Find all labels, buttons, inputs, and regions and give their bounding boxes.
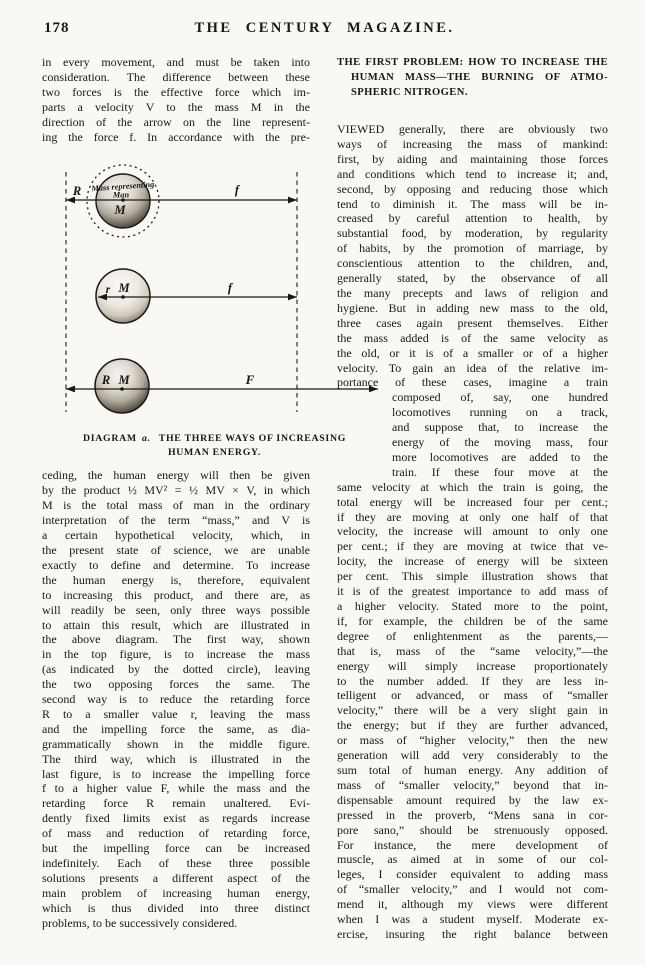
bottom-right-arrowhead-icon — [369, 386, 378, 393]
text-line: creased by careful attention to health, by — [337, 211, 608, 226]
text-line: mend it, although my views were different — [337, 897, 608, 912]
diagram-figure — [42, 162, 310, 426]
middle-mass-label: M — [118, 281, 130, 296]
text-line: f to a higher value F, while the mass and the — [42, 781, 310, 796]
text-line: generation will add very considerably to the — [337, 748, 608, 763]
text-line: the two opposing forces the same. The — [42, 677, 310, 692]
text-line: dispensable amount required by the law ex- — [337, 792, 608, 807]
text-line: generally stated, by the observance of all — [337, 271, 608, 286]
top-mass-label: M — [114, 203, 126, 218]
text-line: leges, I consider equivalent to adding mass — [337, 867, 608, 882]
text-line: For instance, the mere development of — [337, 837, 608, 852]
text-line: per cent.; if they are moving at twice that ve- — [337, 539, 608, 554]
text-line: if, for example, the children be of the same — [337, 613, 608, 628]
bottom-impelling-force-label: F — [245, 372, 255, 388]
text-line: if they are moving at only one half of that — [337, 509, 608, 524]
section-heading — [337, 55, 608, 100]
text-line: velocity, the increase will amount to only one — [337, 524, 608, 539]
text-line: three cases again present themselves. Either — [337, 315, 608, 330]
text-line: sum total of human energy. Any addition of — [337, 762, 608, 777]
top-mass-caption-line1: Mass representing — [91, 180, 155, 194]
left-text-bottom — [42, 468, 310, 930]
text-line: two forces is the effective force which im- — [42, 84, 310, 99]
text-line: direction of the arrow on the line represent- — [42, 114, 310, 129]
bottom-center-dot — [120, 388, 124, 392]
text-line: pore sano,” should be strenuously opposed. — [337, 822, 608, 837]
caption-letter: a. — [142, 433, 151, 445]
middle-right-arrowhead-icon — [288, 294, 297, 301]
middle-retarding-force-label: r — [105, 284, 111, 297]
text-line: interpretation of the term “mass,” and V is — [42, 513, 310, 528]
text-line: in the top figure, is to increase the mass — [42, 647, 310, 662]
text-line: the many precepts and laws of religion and — [337, 285, 608, 300]
diagram-a — [42, 162, 387, 426]
text-line: the mass added is of the same velocity as — [337, 330, 608, 345]
text-line: substantial food, by moderation, by regularity — [337, 226, 608, 241]
text-line: total energy will be increased four per cent.; — [337, 494, 608, 509]
page-header — [42, 20, 607, 42]
bottom-mass-label: M — [118, 373, 130, 388]
text-line: dently fixed limits exist as regards increase — [42, 811, 310, 826]
text-line: when I was a student myself. Moderate ex- — [337, 912, 608, 927]
text-line: mass of “smaller velocity,” beyond that in- — [337, 777, 608, 792]
text-line: ways of increasing the mass of mankind: — [337, 136, 608, 151]
text-line: M is the total mass of man in the ordinary — [42, 498, 310, 513]
top-right-arrowhead-icon — [288, 197, 297, 204]
text-line: retarding force R remain unaltered. Evi- — [42, 796, 310, 811]
text-line: conscientious attention to the children, and, — [337, 256, 608, 271]
text-line: first, by aiding and maintaining those forces — [337, 151, 608, 166]
top-impelling-force-label: f — [234, 183, 240, 198]
text-line: The third way, which is illustrated in the — [42, 751, 310, 766]
text-line: grammatically shown in the middle figure. — [42, 736, 310, 751]
text-line: that is, mass of the “same velocity,”—the — [337, 643, 608, 658]
left-column — [42, 55, 347, 942]
page-number: 178 — [44, 20, 70, 36]
caption-line-1 — [42, 432, 387, 446]
text-line: the human energy is, therefore, equivalent — [42, 572, 310, 587]
text-line: HUMAN MASS—THE BURNING OF ATMO- — [351, 72, 608, 83]
text-line: hygiene. But in adding new mass to the old, — [337, 300, 608, 315]
top-mass-caption-line2: Man — [112, 190, 130, 200]
text-line: VIEWED generally, there are obviously two — [337, 122, 608, 136]
middle-figure — [96, 269, 297, 323]
text-line: indefinitely. Each of these three possible — [42, 856, 310, 870]
text-line: tend to diminish it. The mass will be in- — [337, 196, 608, 211]
text-line: exactly to define and determine. To increase — [42, 557, 310, 572]
text-line: train. If these four move at the — [392, 464, 608, 479]
text-line: energy of the moving mass, four — [392, 435, 608, 450]
text-line: a certain hypothetical velocity, which, in — [42, 528, 310, 543]
magazine-title: THE CENTURY MAGAZINE. — [194, 20, 455, 36]
top-figure — [66, 165, 297, 237]
bottom-figure — [66, 359, 378, 413]
middle-center-dot — [121, 296, 125, 300]
caption-rest: THE THREE WAYS OF INCREASING — [158, 433, 347, 445]
middle-impelling-force-label: f — [227, 281, 233, 296]
text-line: of “smaller velocity,” and I would not com- — [337, 882, 608, 897]
text-line: velocity. To gain an idea of the relative im- — [337, 360, 608, 375]
text-line: energy will simply increase proportionately — [337, 658, 608, 673]
text-line: parts a velocity V to the mass M in the — [42, 99, 310, 114]
text-line: last figure, is to increase the impelling force — [42, 766, 310, 781]
text-line: ing the force f. In accordance with the pre- — [42, 129, 310, 144]
text-line: per cent. This simple illustration shows that — [337, 569, 608, 584]
text-line: or mass of “higher velocity,” then the new — [337, 733, 608, 748]
text-line: and the impelling force the same, as dia- — [42, 721, 310, 736]
text-line: locity, the increase of energy will be sixteen — [337, 554, 608, 569]
text-line: SPHERIC NITROGEN. — [351, 87, 468, 98]
text-line: (as indicated by the dotted circle), leaving — [42, 662, 310, 677]
text-line: consideration. The difference between these — [42, 69, 310, 84]
two-column-text — [42, 55, 608, 942]
caption-line-2: HUMAN ENERGY. — [167, 446, 262, 458]
text-line: telligent or advanced, or mass of “smaller — [337, 688, 608, 703]
text-line: will readily be seen, only three ways possible — [42, 602, 310, 617]
text-line: the above diagram. The first way, shown — [42, 632, 310, 647]
text-line: to the number added. If they are less in- — [337, 673, 608, 688]
text-line: second way is to reduce the retarding force — [42, 692, 310, 707]
text-line: in every movement, and must be taken into — [42, 55, 310, 69]
text-line: more locomotives are added to the — [392, 449, 608, 464]
text-line: degree of enlightenment as the parents,— — [337, 628, 608, 643]
text-line: of habits, by the promotion of marriage, by — [337, 241, 608, 256]
text-line: solutions presents a different aspect of the — [42, 870, 310, 885]
text-line: pressed in the proverb, “Mens sana in cor- — [337, 807, 608, 822]
text-line: which is thus divided into three distinct — [42, 900, 310, 915]
text-line: and suppose that, to increase the — [392, 420, 608, 435]
text-line: problems, to be successively considered. — [42, 915, 238, 930]
text-line: velocity,” there will be a very slight gain in — [337, 703, 608, 718]
bottom-left-arrowhead-icon — [66, 386, 75, 393]
text-line: a higher velocity. Stated more to the point, — [337, 599, 608, 613]
text-line: second, by opposing and reducing those which — [337, 181, 608, 196]
text-line: of mass and reduction of retarding force, — [42, 826, 310, 841]
text-line: muscle, as aimed at in some of our col- — [337, 852, 608, 867]
text-line: it is of the greatest importance to add mass of — [337, 584, 608, 599]
text-line: main problem of increasing human energy, — [42, 885, 310, 900]
text-line: the old, or it is of a smaller or of a higher — [337, 345, 608, 360]
text-line: locomotives running on a track, — [392, 405, 608, 420]
text-line: same velocity at which the train is going, the — [337, 479, 608, 494]
top-retarding-force-label: R — [72, 184, 82, 199]
text-line: by the product ½ MV² = ½ MV × V, in which — [42, 483, 310, 498]
text-line: the energy; but if they are further advanced, — [337, 718, 608, 733]
text-line: ceding, the human energy will then be given — [42, 468, 310, 483]
text-line: THE FIRST PROBLEM: HOW TO INCREASE THE — [337, 57, 608, 68]
diagram-caption — [42, 432, 387, 459]
left-text-top — [42, 55, 310, 144]
text-line: composed of, say, one hundred — [392, 390, 608, 405]
text-line: the present state of science, we are unable — [42, 542, 310, 557]
caption-word: DIAGRAM — [82, 433, 137, 445]
text-line: R to a smaller value r, leaving the mass — [42, 706, 310, 721]
text-line: portance of these cases, imagine a train — [337, 375, 608, 390]
text-line: ercise, insuring the right balance between — [337, 926, 608, 941]
text-line: and conditions which tend to increase it; and, — [337, 166, 608, 181]
bottom-retarding-force-label: R — [101, 373, 111, 388]
text-line: but the impelling force can be increased — [42, 841, 310, 856]
text-line: to attain this result, which are illustrated in — [42, 617, 310, 632]
text-line: to increasing this product, and there are, as — [42, 587, 310, 602]
